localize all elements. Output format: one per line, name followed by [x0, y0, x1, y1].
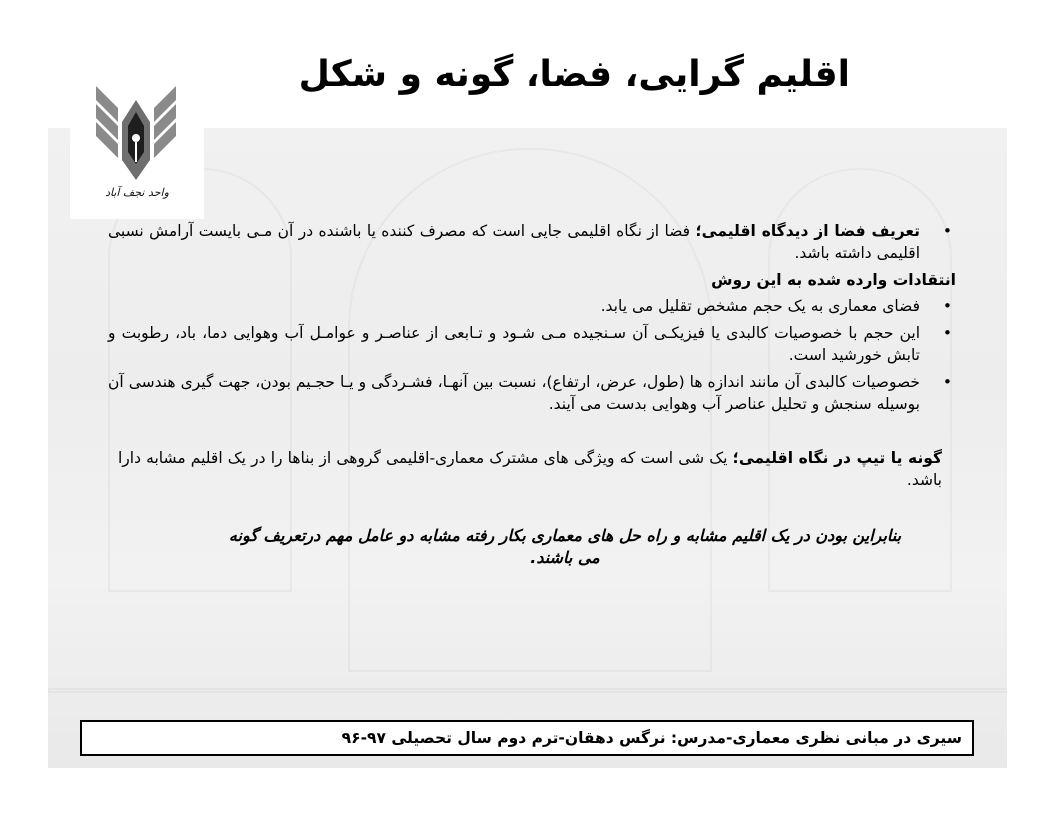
definition-term: گونه یا تیپ در نگاه اقلیمی؛ — [732, 449, 942, 467]
page-title: اقلیم گرایی، فضا، گونه و شکل — [298, 54, 850, 95]
list-item — [108, 220, 956, 264]
list-item-text: این حجم با خصوصیات کالبدی یا فیزیکـی آن سـنجیده مـی شـود و تـابعی از عناصـر و عوامـل آب وهوایی دما، باد، رطوبت و تابش خورشید است. — [108, 324, 920, 364]
conclusion-text: بنابراین بودن در یک اقلیم مشابه و راه حل های معماری بکار رفته مشابه دو عامل مهم درتعریف گونه می باشند. — [228, 526, 902, 567]
type-definition — [108, 447, 956, 491]
logo-caption: واحد نجف آباد — [105, 186, 169, 199]
bullet-icon: • — [942, 324, 952, 342]
footer-bar — [80, 720, 974, 756]
section-heading: انتقادات وارده شده به این روش — [711, 271, 956, 289]
university-logo — [70, 74, 204, 219]
definition-term: تعریف فضا از دیدگاه اقلیمی؛ — [695, 222, 920, 240]
list-item — [108, 371, 956, 415]
list-item — [108, 322, 956, 366]
slide-content — [108, 220, 956, 569]
azad-university-logo-icon — [88, 78, 184, 186]
definition-text: فضا از نگاه اقلیمی جایی است که مصرف کننده یا باشنده در آن مـی بایست آرامش نسبی اقلیمی داشته باشد. — [108, 222, 920, 262]
bullet-icon: • — [942, 297, 952, 315]
bullet-icon: • — [942, 222, 952, 240]
definition-text: یک شی است که ویژگی های مشترک معماری-اقلیمی گروهی از بناها را در یک اقلیم مشابه دارا باشد. — [118, 449, 942, 489]
list-item-text: خصوصیات کالبدی آن مانند اندازه ها (طول، عرض، ارتفاع)، نسبت بین آنهـا، فشـردگی و یـا حجـیم بودن، جهت گیری هندسی آن بوسیله سنجش و تحلیل عناصر آب وهوایی بدست می آیند. — [108, 373, 920, 413]
footer-text: سیری در مبانی نظری معماری-مدرس: نرگس دهقان-ترم دوم سال تحصیلی ۹۷-۹۶ — [341, 729, 962, 747]
list-item-text: فضای معماری به یک حجم مشخص تقلیل می یابد. — [600, 297, 920, 315]
bullet-icon: • — [942, 373, 952, 391]
list-item — [108, 295, 956, 317]
